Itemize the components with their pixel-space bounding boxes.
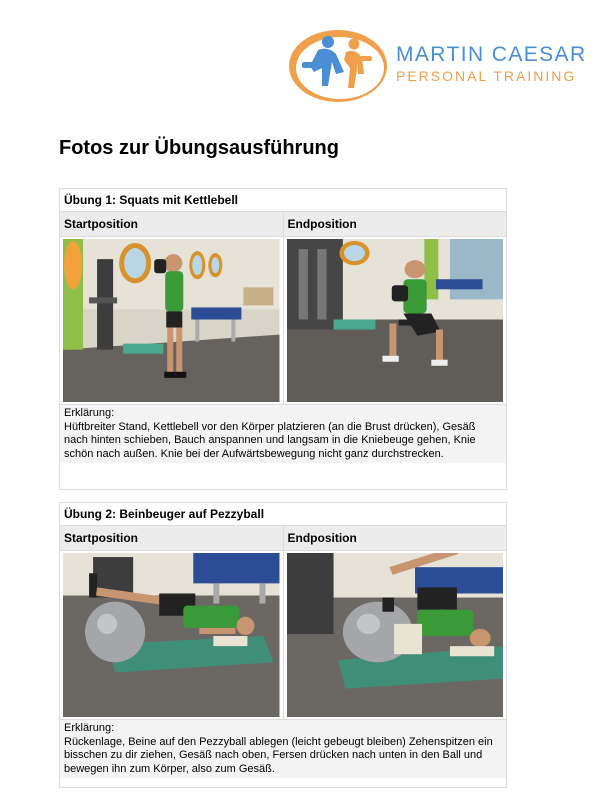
explanation-label: Erklärung: xyxy=(64,722,115,734)
leg-curl-end-photo xyxy=(287,553,504,717)
explanation-text: Hüftbreiter Stand, Kettlebell vor den Körper platzieren (an die Brust drücken), Gesäß nach hinten schieben, Bauch anspannen und langsam in die Kniebeuge gehen, Knie schön nach außen. Knie bei der Aufwärtsbewegung nicht ganz durchstrecken. xyxy=(64,420,476,460)
start-photo-cell xyxy=(60,237,283,404)
explanation-text: Rückenlage, Beine auf den Pezzyball ablegen (leicht gebeugt bleiben) Zehenspitzen ein bisschen zu dir ziehen, Gesäß nach oben, Fersen drücken nach unten in den Ball und bewegen ihn zum Körper, also zum Gesäß. xyxy=(64,735,493,775)
photo-row xyxy=(60,237,506,405)
squat-start-photo xyxy=(63,239,280,402)
end-position-header: Endposition xyxy=(283,526,507,550)
position-headers xyxy=(60,526,506,551)
brand-logo xyxy=(288,28,588,108)
start-photo-cell xyxy=(60,551,283,719)
explanation-box xyxy=(60,720,506,778)
exercise-title: Übung 2: Beinbeuger auf Pezzyball xyxy=(60,503,506,526)
brand-subtitle: PERSONAL TRAINING xyxy=(396,68,577,84)
end-photo-cell xyxy=(283,551,507,719)
explanation-box xyxy=(60,405,506,463)
position-headers xyxy=(60,212,506,237)
end-position-header: Endposition xyxy=(283,212,507,236)
start-position-header: Startposition xyxy=(64,531,138,545)
exercise-card xyxy=(59,188,507,490)
end-photo-cell xyxy=(283,237,507,404)
start-position-header: Startposition xyxy=(64,217,138,231)
brand-name: MARTIN CAESAR xyxy=(396,43,587,66)
leg-curl-start-photo xyxy=(63,553,280,717)
athletes-logo-icon xyxy=(288,28,392,104)
exercise-title: Übung 1: Squats mit Kettlebell xyxy=(60,189,506,212)
photo-row xyxy=(60,551,506,720)
exercise-card xyxy=(59,502,507,788)
explanation-label: Erklärung: xyxy=(64,407,115,419)
page-title: Fotos zur Übungsausführung xyxy=(59,137,339,159)
squat-end-photo xyxy=(287,239,504,402)
